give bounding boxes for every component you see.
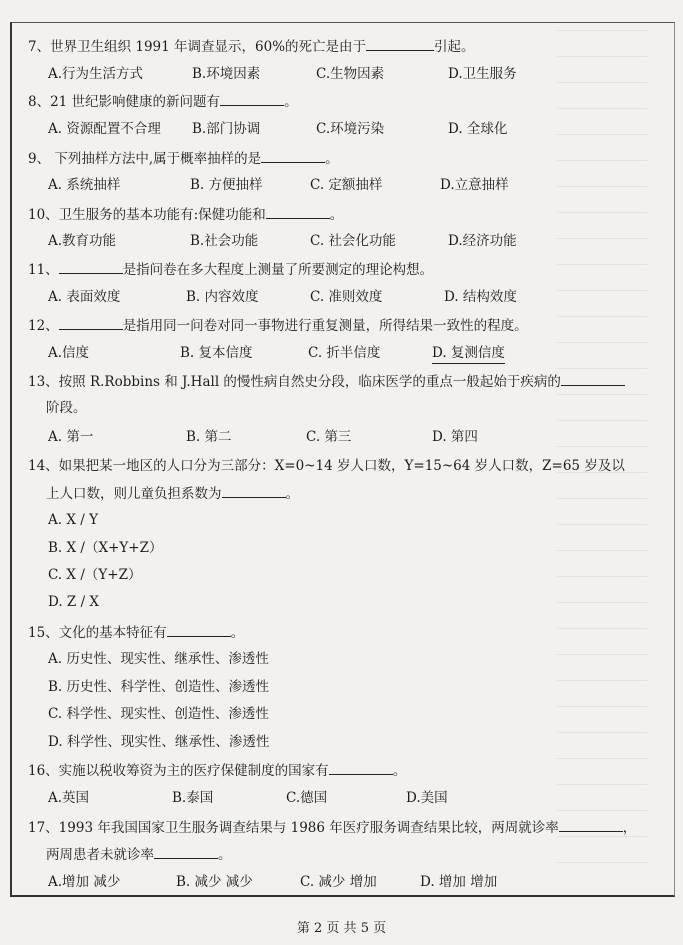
option-a: A.英国 [48,790,90,806]
option-d: D.立意抽样 [440,177,509,193]
option-d: D. 科学性、现实性、继承性、渗透性 [48,734,270,750]
answer-blank [559,817,623,832]
option-line [48,649,269,669]
question-text: 是指用同一问卷对同一事物进行重复测量，所得结果一致性的程度。 [122,318,528,334]
option-line [48,704,269,724]
option-c: C. 折半信度 [308,345,381,361]
option-line [48,565,142,585]
option-line [48,732,269,752]
question-17 [28,817,653,838]
option-c: C. 减少 增加 [300,874,377,890]
answer-blank [366,36,434,51]
question-text: 阶段。 [46,400,87,416]
question-text: ， [622,820,637,836]
question-text: 。 [329,207,344,223]
question-text: 15、文化的基本特征有 [28,625,167,641]
question-8 [28,91,653,112]
question-text: 12、 [28,318,59,334]
option-d: D. 复测信度 [432,343,505,364]
option-c: C. 第三 [306,429,352,445]
option-d: D.卫生服务 [448,66,517,82]
option-c: C. 科学性、现实性、创造性、渗透性 [48,706,269,722]
question-text: 7、世界卫生组织 1991 年调查显示，60%的死亡是由于 [28,39,367,55]
option-b: B. 复本信度 [180,345,253,361]
question-text: 两周患者未就诊率 [46,847,154,863]
option-b: B. 方便抽样 [190,177,263,193]
option-b: B. 历史性、科学性、创造性、渗透性 [48,679,270,695]
answer-blank [266,204,330,219]
answer-blank [329,760,393,775]
question-10 [28,204,653,225]
option-d: D. 第四 [432,429,478,445]
option-c: C. X /（Y+Z） [48,567,142,583]
question-text: 上人口数，则儿童负担系数为 [46,486,222,502]
option-a: A.增加 减少 [48,874,121,890]
question-13 [28,371,653,392]
question-text: 11、 [28,262,59,278]
question-text: 。 [230,625,245,641]
question-text: 8、21 世纪影响健康的新问题有 [28,94,221,110]
option-c: C. 准则效度 [310,289,383,305]
answer-blank [261,148,325,163]
question-11 [28,259,653,280]
option-c: C.环境污染 [316,121,385,137]
answer-blank [154,844,218,859]
option-d: D. 全球化 [448,121,508,137]
question-text: 。 [284,94,298,110]
answer-blank [220,91,284,106]
option-a: A. 第一 [48,429,94,445]
option-a: A.教育功能 [48,233,117,249]
page-number: 第 2 页 共 5 页 [296,921,387,936]
option-a: A. X / Y [48,512,98,528]
answer-blank [222,483,286,498]
question-text: 10、卫生服务的基本功能有:保健功能和 [28,207,266,223]
question-7 [28,36,653,57]
question-text: 。 [325,151,339,167]
question-text: 是指问卷在多大程度上测量了所要测定的理论构想。 [122,262,434,278]
question-14-line2 [46,483,653,504]
option-b: B.部门协调 [192,121,261,137]
option-line [48,510,98,530]
question-12 [28,315,653,336]
answer-blank [59,315,123,330]
option-c: C.德国 [286,790,328,806]
option-a: A.行为生活方式 [48,66,144,82]
option-b: B.环境因素 [192,66,261,82]
option-a: A. 资源配置不合理 [48,121,161,137]
question-17-line2 [46,844,653,865]
answer-blank [561,371,625,386]
option-b: B. 内容效度 [186,289,259,305]
option-line [48,538,162,558]
question-13-line2 [46,398,653,418]
option-b: B. 减少 减少 [176,874,253,890]
question-16 [28,760,653,781]
option-a: A.信度 [48,345,90,361]
answer-blank [167,622,231,637]
option-line [48,592,99,612]
option-d: D.经济功能 [448,233,517,249]
question-text: 13、按照 R.Robbins 和 J.Hall 的慢性病自然史分段，临床医学的重点一般起始于疾病的 [28,374,561,390]
question-text: 16、实施以税收筹资为主的医疗保健制度的国家有 [28,763,329,779]
option-c: C.生物因素 [316,66,385,82]
option-d: D. 结构效度 [444,289,517,305]
question-9 [28,148,653,169]
option-c: C. 社会化功能 [310,233,396,249]
option-b: B. X /（X+Y+Z） [48,540,163,556]
option-b: B. 第二 [186,429,232,445]
question-text: 9、 下列抽样方法中,属于概率抽样的是 [28,151,262,167]
option-d: D. 增加 增加 [420,874,498,890]
question-15 [28,622,653,643]
answer-blank [59,259,123,274]
question-text: 。 [392,763,407,779]
option-d: D.美国 [406,790,448,806]
question-text: 14、如果把某一地区的人口分为三部分：X=0~14 岁人口数，Y=15~64 岁人口数，Z=65 岁及以 [28,458,625,474]
option-c: C. 定额抽样 [310,177,383,193]
option-a: A. 历史性、现实性、继承性、渗透性 [48,651,269,667]
option-line [48,677,269,697]
question-text: 引起。 [434,39,475,55]
question-text: 。 [285,486,299,502]
question-text: 17、1993 年我国国家卫生服务调查结果与 1986 年医疗服务调查结果比较，两周就诊率 [28,820,559,836]
option-b: B.泰国 [172,790,214,806]
option-a: A. 系统抽样 [48,177,121,193]
option-b: B.社会功能 [190,233,259,249]
question-14 [28,456,653,476]
option-a: A. 表面效度 [48,289,121,305]
question-text: 。 [218,847,232,863]
option-d: D. Z / X [48,594,100,610]
